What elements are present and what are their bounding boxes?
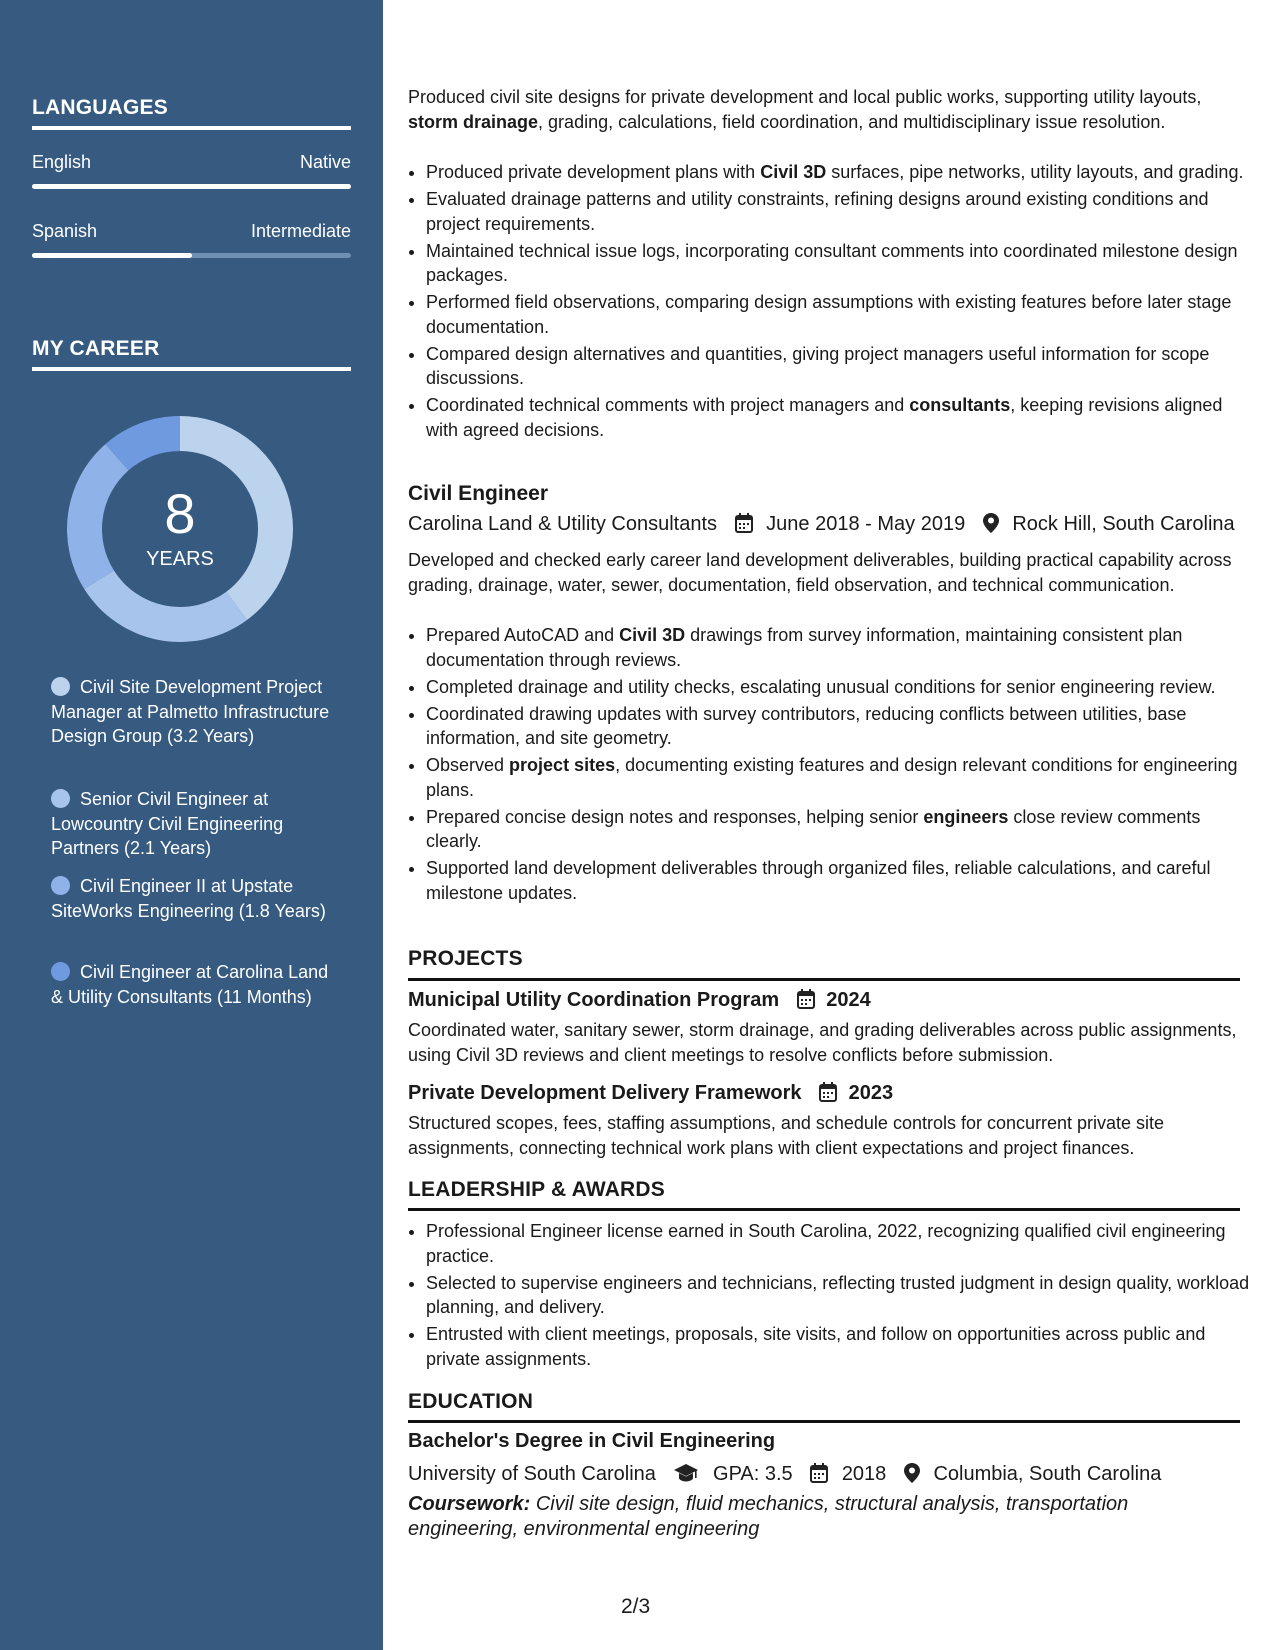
calendar-icon <box>735 513 753 539</box>
bullet-item: • Prepared AutoCAD and Civil 3D drawings from survey information, maintaining consistent plan documentation through reviews. <box>426 623 1258 672</box>
legend-dot-icon <box>51 876 70 895</box>
language-level: Native <box>299 152 351 172</box>
career-rule <box>32 367 351 371</box>
project-year: 2024 <box>826 989 871 1011</box>
page-number: 2/3 <box>621 1595 651 1618</box>
career-legend-item <box>51 874 331 923</box>
project-description: Coordinated water, sanitary sewer, storm drainage, and grading deliverables across public assignments, using Civil 3D reviews and client meetings to resolve conflicts before submission. <box>408 1020 1237 1065</box>
award-item: • Entrusted with client meetings, proposals, site visits, and follow on opportunities across public and private assignments. <box>426 1322 1258 1371</box>
job-meta <box>408 513 1235 539</box>
school-name: University of South Carolina <box>408 1463 656 1485</box>
location-pin-icon <box>904 1463 920 1489</box>
bullet-item: • Produced private development plans with Civil 3D surfaces, pipe networks, utility layouts, and grading. <box>426 160 1258 185</box>
bullet-item: • Observed project sites, documenting existing features and design relevant conditions for engineering plans. <box>426 753 1258 802</box>
school-location: Columbia, South Carolina <box>933 1463 1162 1485</box>
graduation-cap-icon <box>673 1463 699 1489</box>
language-bar-fill <box>32 184 351 189</box>
job-dates: June 2018 - May 2019 <box>766 513 966 535</box>
project-title <box>408 1082 893 1108</box>
career-legend-text: Civil Engineer II at Upstate SiteWorks Engineering (1.8 Years) <box>51 876 326 921</box>
calendar-icon <box>797 989 815 1015</box>
project-description: Structured scopes, fees, staffing assumptions, and schedule controls for concurrent private site assignments, connecting technical work plans with client expectations and project finances. <box>408 1113 1165 1158</box>
language-name: English <box>32 152 92 172</box>
education-heading: EDUCATION <box>408 1390 534 1413</box>
calendar-icon <box>810 1463 828 1489</box>
job-location: Rock Hill, South Carolina <box>1012 513 1235 535</box>
bullet-item: • Evaluated drainage patterns and utility constraints, refining designs around existing conditions and project requirements. <box>426 187 1258 236</box>
languages-rule <box>32 126 351 130</box>
career-legend-text: Civil Engineer at Carolina Land & Utility Consultants (11 Months) <box>51 962 329 1007</box>
company-name: Carolina Land & Utility Consultants <box>408 513 718 535</box>
coursework-list: Civil site design, fluid mechanics, structural analysis, transportation engineering, environmental engineering <box>408 1493 1129 1540</box>
text-run: Produced civil site designs for private development and local public works, supporting utility layouts, <box>408 87 1202 107</box>
donut-center <box>65 414 295 644</box>
legend-dot-icon <box>51 962 70 981</box>
education-rule <box>408 1420 1240 1423</box>
job2-bullets <box>408 623 1258 908</box>
career-donut-chart <box>65 414 295 644</box>
award-item: • Selected to supervise engineers and technicians, reflecting trusted judgment in design quality, workload planning, and delivery. <box>426 1271 1258 1320</box>
bullet-item: • Maintained technical issue logs, incorporating consultant comments into coordinated milestone design packages. <box>426 239 1258 288</box>
coursework-label: Coursework: <box>408 1493 531 1515</box>
education-meta <box>408 1463 1161 1489</box>
job-intro <box>408 85 1240 134</box>
project-title <box>408 989 871 1015</box>
awards-rule <box>408 1208 1240 1211</box>
job-title: Civil Engineer <box>408 482 549 505</box>
language-bar-fill <box>32 253 192 258</box>
career-years-number: 8 <box>164 482 196 545</box>
career-years-unit: YEARS <box>146 548 214 570</box>
career-legend-text: Civil Site Development Project Manager at Palmetto Infrastructure Design Group (3.2 Years) <box>51 677 330 746</box>
bullet-item: • Completed drainage and utility checks, escalating unusual conditions for senior engineering review. <box>426 675 1258 700</box>
text-bold: storm drainage <box>408 111 539 132</box>
gpa: GPA: 3.5 <box>713 1463 793 1485</box>
award-item: • Professional Engineer license earned in South Carolina, 2022, recognizing qualified civil engineering practice. <box>426 1219 1258 1268</box>
projects-rule <box>408 978 1240 981</box>
location-pin-icon <box>983 513 999 539</box>
bullet-item: • Coordinated technical comments with project managers and consultants, keeping revisions aligned with agreed decisions. <box>426 393 1258 442</box>
languages-heading: LANGUAGES <box>32 96 168 119</box>
bullet-item: • Prepared concise design notes and responses, helping senior engineers close review comments clearly. <box>426 805 1258 854</box>
degree-title: Bachelor's Degree in Civil Engineering <box>408 1430 776 1452</box>
language-bar-spanish <box>32 253 351 258</box>
bullet-item: • Compared design alternatives and quantities, giving project managers useful information for scope discussions. <box>426 342 1258 391</box>
job-bullets <box>408 160 1258 445</box>
bullet-item: • Performed field observations, comparing design assumptions with existing features before later stage documentation. <box>426 290 1258 339</box>
language-level: Intermediate <box>250 221 351 241</box>
job-summary: Developed and checked early career land development deliverables, building practical capability across grading, drainage, water, sewer, documentation, field observation, and technical communication. <box>408 550 1232 595</box>
projects-heading: PROJECTS <box>408 947 523 970</box>
bullet-item: • Coordinated drawing updates with survey contributors, reducing conflicts between utilities, base information, and site geometry. <box>426 702 1258 751</box>
career-legend-item <box>51 787 331 861</box>
bullet-item: • Supported land development deliverables through organized files, reliable calculations, and careful milestone updates. <box>426 856 1258 905</box>
graduation-year: 2018 <box>841 1463 887 1485</box>
legend-dot-icon <box>51 789 70 808</box>
coursework <box>408 1492 1240 1542</box>
legend-dot-icon <box>51 677 70 696</box>
text-run: , grading, calculations, field coordination, and multidisciplinary issue resolution. <box>538 111 1166 132</box>
career-legend-item <box>51 960 331 1009</box>
career-legend-text: Senior Civil Engineer at Lowcountry Civil Engineering Partners (2.1 Years) <box>51 789 284 858</box>
language-bar-english <box>32 184 351 189</box>
project-name: Municipal Utility Coordination Program <box>408 989 780 1011</box>
awards-list <box>408 1219 1258 1374</box>
project-year: 2023 <box>848 1082 894 1104</box>
sidebar <box>0 0 383 1650</box>
career-legend-item <box>51 675 331 749</box>
awards-heading: LEADERSHIP & AWARDS <box>408 1178 665 1201</box>
project-name: Private Development Delivery Framework <box>408 1082 802 1104</box>
language-name: Spanish <box>32 221 98 241</box>
career-heading: MY CAREER <box>32 337 160 360</box>
calendar-icon <box>819 1082 837 1108</box>
